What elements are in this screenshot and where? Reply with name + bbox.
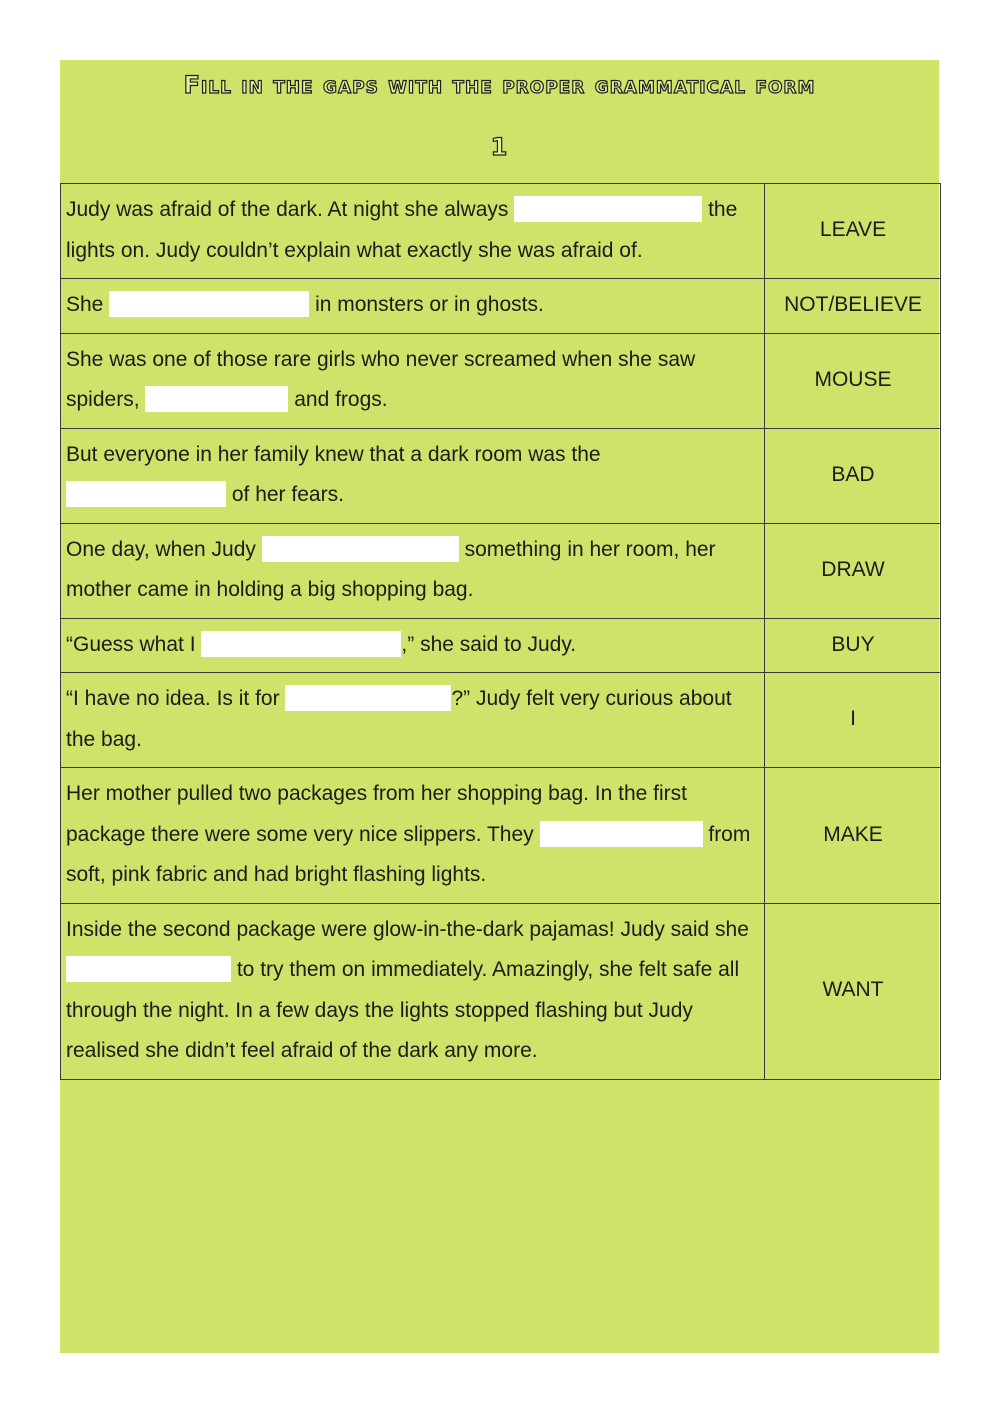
worksheet-title <box>60 60 939 182</box>
sentence-cell <box>61 428 765 523</box>
base-word: NOT/BELIEVE <box>765 279 941 334</box>
sentence-text-before: One day, when Judy <box>66 537 256 561</box>
base-word: MOUSE <box>765 333 941 428</box>
answer-gap[interactable] <box>201 631 401 657</box>
answer-gap[interactable] <box>66 481 226 507</box>
sentence-text-before: Her mother pulled two packages from her shopping bag. In the first package there were some very nice slippers. They <box>66 782 687 846</box>
answer-gap[interactable] <box>514 196 702 222</box>
title-line-1: Fill in the gaps with the proper grammatical form <box>183 71 816 99</box>
sentence-text-before: But everyone in her family knew that a dark room was the <box>66 442 601 466</box>
exercise-row <box>61 618 941 673</box>
base-word: BAD <box>765 428 941 523</box>
sentence-cell <box>61 184 765 279</box>
base-word: LEAVE <box>765 184 941 279</box>
sentence-text-after: and frogs. <box>294 388 388 411</box>
sentence-text-after: to try them on immediately. Amazingly, she felt safe all through the night. In a few days the lights stopped flashing but Judy realised she didn’t feel afraid of the dark any more. <box>66 958 740 1062</box>
sentence-text-before: “I have no idea. Is it for <box>66 687 280 710</box>
sentence-text-before: She <box>66 293 104 316</box>
answer-gap[interactable] <box>540 821 703 847</box>
answer-gap[interactable] <box>66 956 231 982</box>
exercise-table <box>60 183 941 1080</box>
exercise-row <box>61 768 941 904</box>
answer-gap[interactable] <box>262 536 459 562</box>
sentence-text-after: in monsters or in ghosts. <box>315 293 544 316</box>
exercise-row <box>61 333 941 428</box>
exercise-row <box>61 279 941 334</box>
base-word: I <box>765 673 941 768</box>
answer-gap[interactable] <box>285 685 451 711</box>
sentence-cell <box>61 673 765 768</box>
sentence-cell <box>61 768 765 904</box>
sentence-text-after: the lights on. Judy couldn’t explain what exactly she was afraid of. <box>66 198 738 262</box>
sentence-text-after: something in her room, her mother came in holding a big shopping bag. <box>66 537 716 601</box>
worksheet <box>60 60 939 1353</box>
base-word: MAKE <box>765 768 941 904</box>
sentence-text-after: ?” Judy felt very curious about the bag. <box>66 687 732 751</box>
exercise-row <box>61 428 941 523</box>
exercise-row <box>61 903 941 1079</box>
sentence-text-after: of her fears. <box>231 483 344 506</box>
exercise-row <box>61 184 941 279</box>
sentence-text-before: Judy was afraid of the dark. At night she always <box>66 198 509 221</box>
title-line-2: 1 <box>490 133 509 161</box>
sentence-cell <box>61 618 765 673</box>
sentence-cell <box>61 903 765 1079</box>
sentence-cell <box>61 523 765 618</box>
sentence-cell <box>61 333 765 428</box>
answer-gap[interactable] <box>109 291 309 317</box>
exercise-row <box>61 523 941 618</box>
sentence-text-before: “Guess what I <box>66 632 196 656</box>
base-word: WANT <box>765 903 941 1079</box>
sentence-text-before: Inside the second package were glow-in-the-dark pajamas! Judy said she <box>66 917 749 941</box>
answer-gap[interactable] <box>145 386 288 412</box>
sentence-text-before: She was one of those rare girls who never screamed when she saw spiders, <box>66 347 696 411</box>
sentence-cell <box>61 279 765 334</box>
base-word: BUY <box>765 618 941 673</box>
base-word: DRAW <box>765 523 941 618</box>
sentence-text-after: from soft, pink fabric and had bright flashing lights. <box>66 822 751 886</box>
exercise-row <box>61 673 941 768</box>
sentence-text-after: ,” she said to Judy. <box>401 632 577 656</box>
